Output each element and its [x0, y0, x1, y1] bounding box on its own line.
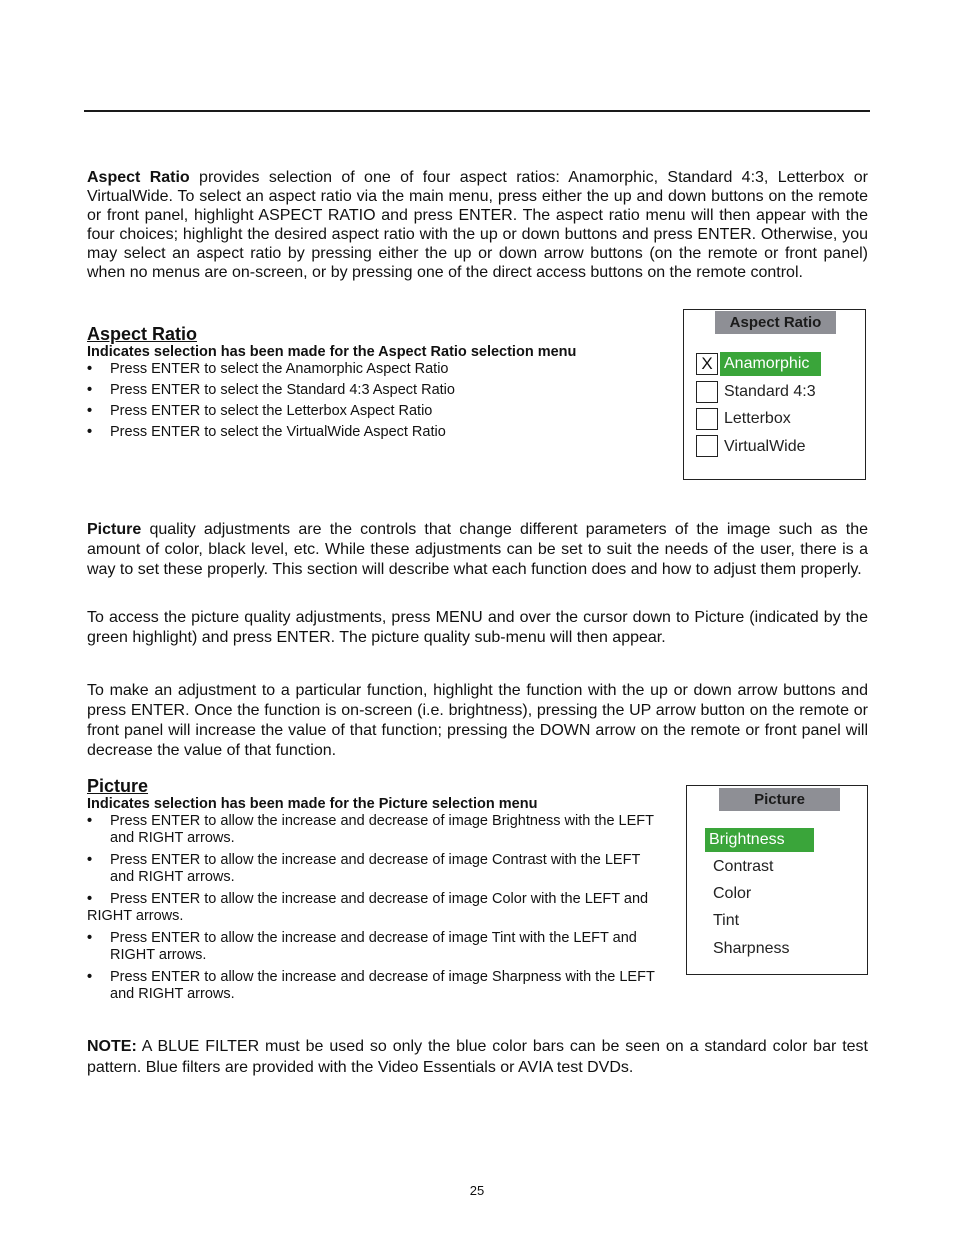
list-item-text: Press ENTER to select the Anamorphic Aspect Ratio [110, 361, 449, 377]
aspect-ratio-subheading: Indicates selection has been made for the Aspect Ratio selection menu [87, 344, 577, 360]
list-item [87, 891, 665, 925]
list-item-text: Press ENTER to allow the increase and decrease of image Color with the LEFT and RIGHT arrows. [87, 891, 649, 924]
list-item [87, 930, 665, 964]
picture-adjust-paragraph: To make an adjustment to a particular function, highlight the function with the up or down arrow buttons and press ENTER. Once the function is on-screen (i.e. brightness), pressing the UP arrow button on the remote or front panel will increase the value of that function; pressing the DOWN arrow on the remote or front panel will decrease the value of that function. [87, 682, 868, 759]
list-item [87, 424, 627, 441]
list-item-text: Press ENTER to allow the increase and decrease of image Brightness with the LEFT and RIGHT arrows. [110, 813, 654, 846]
picture-intro-text: quality adjustments are the controls that change different parameters of the image such as the amount of color, black level, etc. While these adjustments can be set to suit the needs of the user, there is a way to set these properly. This section will describe what each function does and how to adjust them properly. [87, 521, 868, 578]
list-item [87, 361, 627, 378]
standard-4-3-option[interactable]: Standard 4:3 [724, 383, 816, 400]
anamorphic-checkbox[interactable]: X [696, 353, 718, 375]
list-item [87, 969, 665, 1003]
list-item-text: Press ENTER to allow the increase and decrease of image Tint with the LEFT and RIGHT arrows. [110, 930, 637, 963]
letterbox-option[interactable]: Letterbox [724, 410, 791, 427]
aspect-ratio-heading: Aspect Ratio [87, 324, 198, 344]
picture-bullet-list [87, 813, 665, 1003]
list-item-text: Press ENTER to select the Standard 4:3 Aspect Ratio [110, 382, 455, 398]
bullet-dot: • [87, 382, 93, 398]
bullet-dot: • [87, 930, 93, 946]
note-text: A BLUE FILTER must be used so only the blue color bars can be seen on a standard color bar test pattern. Blue filters are provided with the Video Essentials or AVIA test DVDs. [87, 1038, 868, 1076]
bullet-dot: • [87, 813, 93, 829]
list-item [87, 382, 627, 399]
header-rule [84, 110, 870, 112]
list-item [87, 813, 665, 847]
sharpness-option[interactable]: Sharpness [713, 940, 790, 957]
list-item-text: Press ENTER to allow the increase and decrease of image Sharpness with the LEFT and RIGHT arrows. [110, 969, 655, 1002]
picture-menu [686, 785, 868, 975]
page-number: 25 [469, 1183, 485, 1198]
bullet-dot: • [87, 891, 93, 907]
bullet-dot: • [87, 361, 93, 377]
picture-access-paragraph: To access the picture quality adjustments, press MENU and over the cursor down to Picture (indicated by the green highlight) and press ENTER. The picture quality sub-menu will then appear. [87, 609, 868, 646]
note-paragraph [87, 1036, 868, 1078]
standard-4-3-checkbox[interactable] [696, 381, 718, 403]
aspect-ratio-intro-lead: Aspect Ratio [87, 169, 190, 186]
note-label: NOTE: [87, 1038, 137, 1055]
tint-option[interactable]: Tint [713, 912, 740, 929]
color-option[interactable]: Color [713, 885, 752, 902]
aspect-ratio-intro [87, 168, 868, 282]
virtualwide-option[interactable]: VirtualWide [724, 438, 806, 455]
list-item-text: Press ENTER to select the Letterbox Aspect Ratio [110, 403, 433, 419]
aspect-ratio-intro-text: provides selection of one of four aspect ratios: Anamorphic, Standard 4:3, Letterbox or VirtualWide. To select an aspect ratio via the main menu, press either the up and down buttons on the remote or front panel, highlight ASPECT RATIO and press ENTER. The aspect ratio menu will then appear with the four choices; highlight the desired aspect ratio with the up or down buttons and press ENTER. Otherwise, you may select an aspect ratio by pressing either the up or down arrow buttons (on the remote or front panel) when no menus are on-screen, or by pressing one of the direct access buttons on the remote control. [87, 169, 869, 281]
picture-subheading: Indicates selection has been made for the Picture selection menu [87, 796, 538, 812]
picture-intro-lead: Picture [87, 521, 142, 538]
bullet-dot: • [87, 969, 93, 985]
bullet-dot: • [87, 424, 93, 440]
letterbox-checkbox[interactable] [696, 408, 718, 430]
aspect-ratio-bullet-list [87, 361, 627, 441]
contrast-option[interactable]: Contrast [713, 858, 774, 875]
bullet-dot: • [87, 852, 93, 868]
list-item-text: Press ENTER to allow the increase and decrease of image Contrast with the LEFT and RIGHT arrows. [110, 852, 641, 885]
picture-menu-title: Picture [719, 788, 840, 811]
bullet-dot: • [87, 403, 93, 419]
list-item [87, 852, 665, 886]
virtualwide-checkbox[interactable] [696, 435, 718, 457]
brightness-option[interactable]: Brightness [705, 828, 814, 852]
aspect-ratio-menu [683, 309, 866, 480]
picture-intro [87, 520, 868, 580]
picture-heading: Picture [87, 776, 149, 796]
list-item [87, 403, 627, 420]
aspect-ratio-menu-title: Aspect Ratio [715, 311, 836, 334]
anamorphic-option[interactable]: Anamorphic [720, 352, 821, 376]
list-item-text: Press ENTER to select the VirtualWide Aspect Ratio [110, 424, 446, 440]
